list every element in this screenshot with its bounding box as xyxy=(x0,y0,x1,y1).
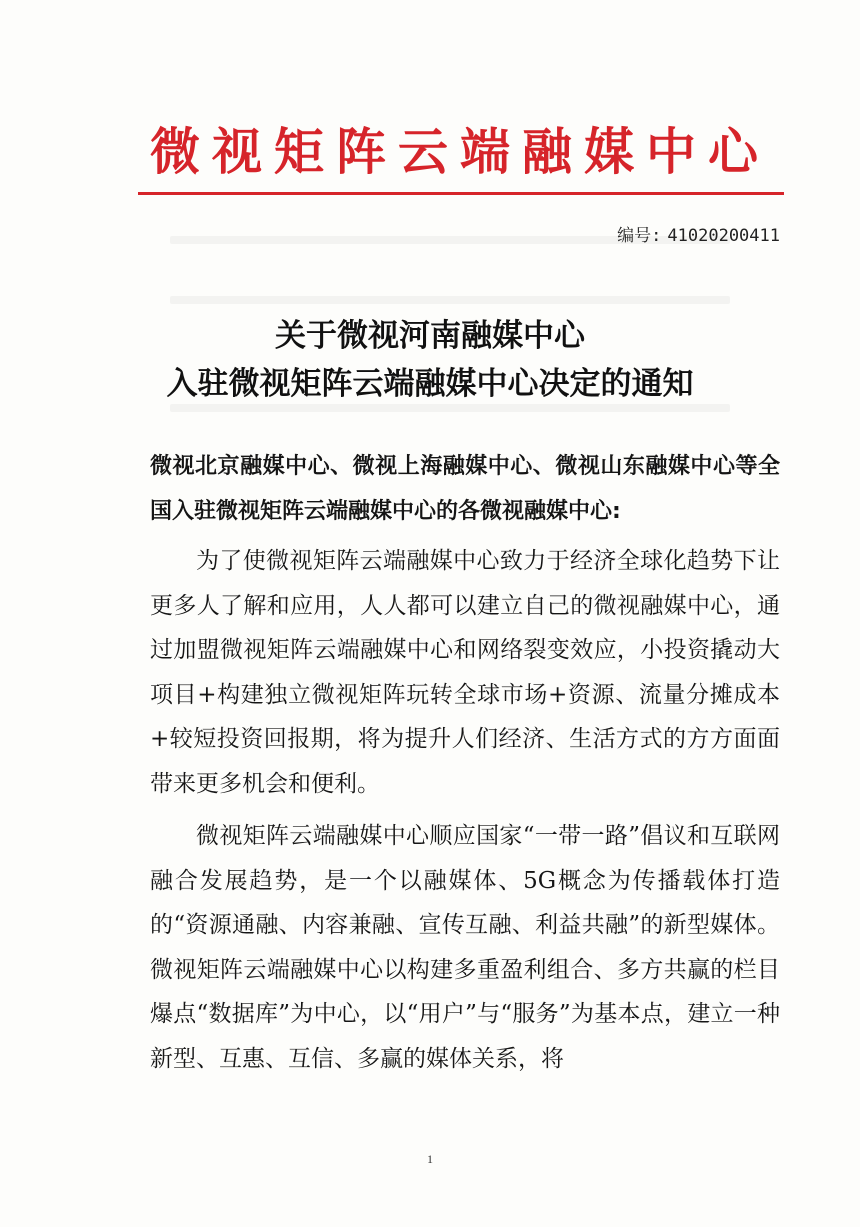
salutation: 微视北京融媒中心、微视上海融媒中心、微视山东融媒中心等全国入驻微视矩阵云端融媒中心的各微视融媒中心: xyxy=(150,454,780,524)
page-number: 1 xyxy=(427,1152,433,1166)
document-number-label: 编号: xyxy=(617,226,662,246)
body-paragraph-1: 为了使微视矩阵云端融媒中心致力于经济全球化趋势下让更多人了解和应用，人人都可以建立自己的微视融媒中心，通过加盟微视矩阵云端融媒中心和网络裂变效应，小投资撬动大项目+构建独立微视矩阵玩转全球市场+资源、流量分摊成本+较短投资回报期，将为提升人们经济、生活方式的方方面面带来更多机会和便利。 xyxy=(150,548,780,797)
document-number xyxy=(560,221,780,246)
paper-texture xyxy=(170,404,730,412)
notice-title-line-1: 关于微视河南融媒中心 xyxy=(275,318,585,354)
body-paragraph-2: 微视矩阵云端融媒中心顺应国家“一带一路”倡议和互联网融合发展趋势，是一个以融媒体、5G概念为传播载体打造的“资源通融、内容兼融、宣传互融、利益共融”的新型媒体。微视矩阵云端融媒中心以构建多重盈利组合、多方共赢的栏目爆点“数据库”为中心，以“用户”与“服务”为基本点，建立一种新型、互惠、互信、多赢的媒体关系，将 xyxy=(150,823,780,1072)
notice-title-line-2: 入驻微视矩阵云端融媒中心决定的通知 xyxy=(166,366,694,402)
document-number-value: 41020200411 xyxy=(667,226,780,246)
letterhead-red-rule xyxy=(138,192,784,195)
letterhead-org-name: 微视矩阵云端融媒中心 xyxy=(150,122,770,181)
paper-texture xyxy=(170,296,730,304)
